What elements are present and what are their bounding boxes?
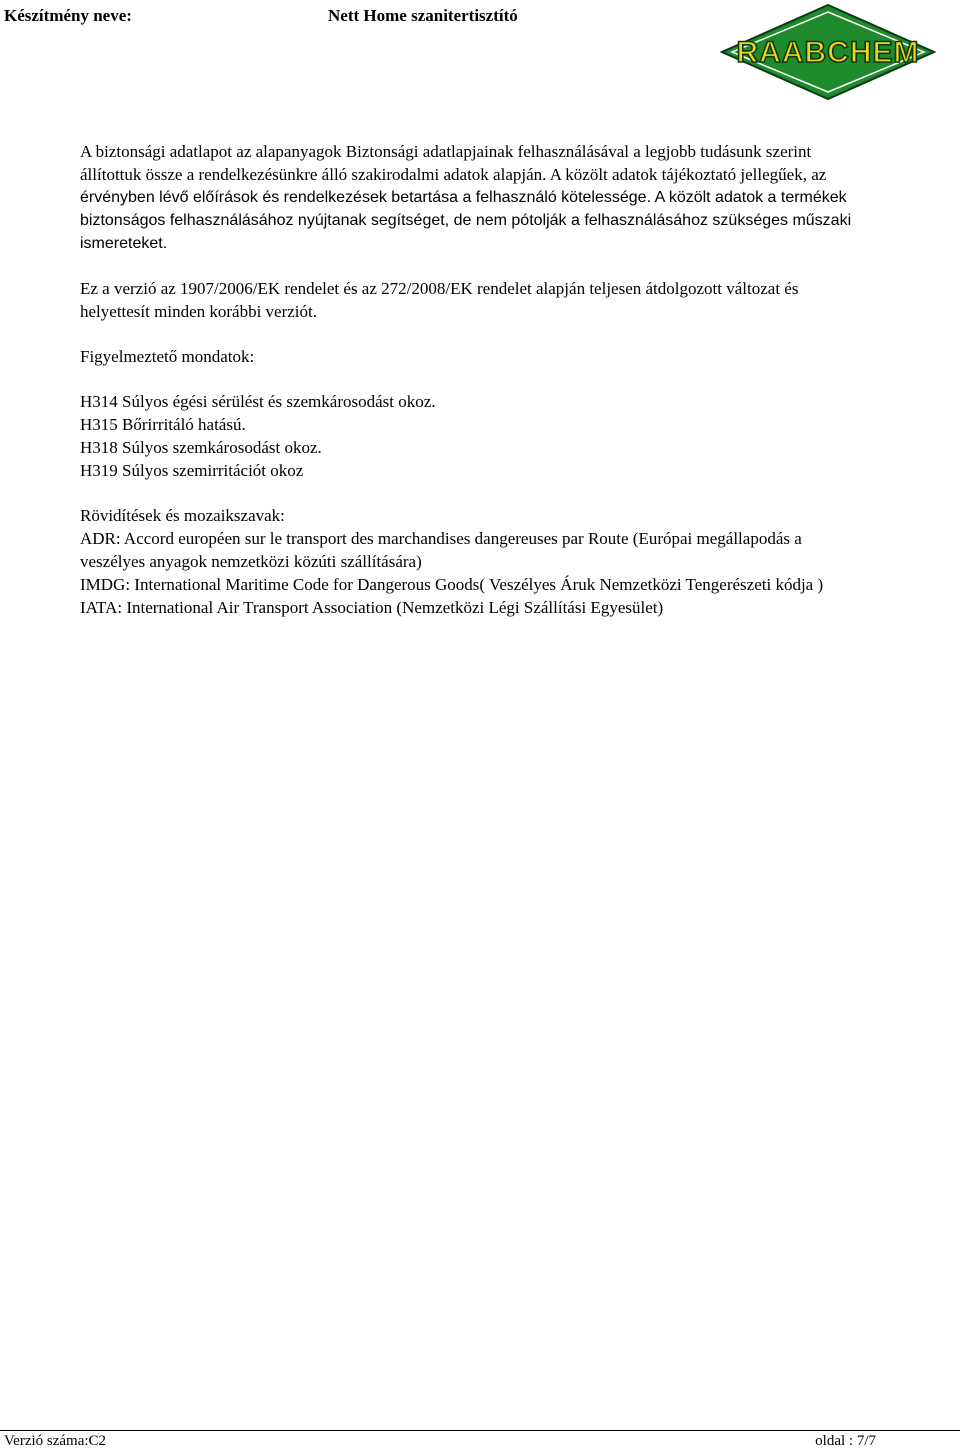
intro-paragraph [80,140,952,255]
warnings-list [80,390,952,482]
product-name-label: Készítmény neve: [4,6,132,25]
version-paragraph [80,277,952,323]
hazard-statement: H314 Súlyos égési sérülést és szemkárosodást okoz. [80,392,436,411]
abbreviations-list [80,527,952,619]
intro-line: A biztonsági adatlapot az alapanyagok Biztonsági adatlapjainak felhasználásával a legjobb tudásunk szerint [80,142,812,161]
intro-line: állítottuk össze a rendelkezésünkre álló szakirodalmi adatok alapján. A közölt adatok tájékoztató jellegűek, az [80,165,827,184]
intro-line: biztonságos felhasználásához nyújtanak segítséget, de nem pótolják a felhasználásához szükséges műszaki [80,212,852,229]
intro-line: érvényben lévő előírások és rendelkezések betartása a felhasználó kötelessége. A közölt adatok a termékek [80,189,847,206]
abbreviation-line: veszélyes anyagok nemzetközi közúti szállítására) [80,552,422,571]
hazard-statement: H315 Bőrirritáló hatású. [80,415,246,434]
footer-divider [0,1430,960,1431]
logo-wordmark: RAABCHEM [736,36,920,69]
version-line: helyettesít minden korábbi verziót. [80,302,317,321]
raabchem-logo [720,4,936,100]
version-number: Verzió száma:C2 [4,1433,107,1449]
version-line: Ez a verzió az 1907/2006/EK rendelet és az 272/2008/EK rendelet alapján teljesen átdolgozott változat és [80,279,799,298]
warnings-title: Figyelmeztető mondatok: [80,347,255,366]
page-footer [0,1422,960,1448]
abbreviation-line: ADR: Accord européen sur le transport des marchandises dangereuses par Route (Európai megállapodás a [80,529,802,548]
page-number: oldal : 7/7 [815,1433,876,1449]
abbreviation-line: IMDG: International Maritime Code for Dangerous Goods( Veszélyes Áruk Nemzetközi Tengerészeti kódja ) [80,575,824,594]
document-body [80,140,952,619]
hazard-statement: H318 Súlyos szemkárosodást okoz. [80,438,322,457]
page-header [0,0,960,100]
abbreviations-title: Rövidítések és mozaikszavak: [80,506,285,525]
abbreviation-line: IATA: International Air Transport Association (Nemzetközi Légi Szállítási Egyesület) [80,598,664,617]
hazard-statement: H319 Súlyos szemirritációt okoz [80,461,304,480]
intro-line: ismereteket. [80,235,168,252]
product-name: Nett Home szanitertisztító [328,6,518,25]
